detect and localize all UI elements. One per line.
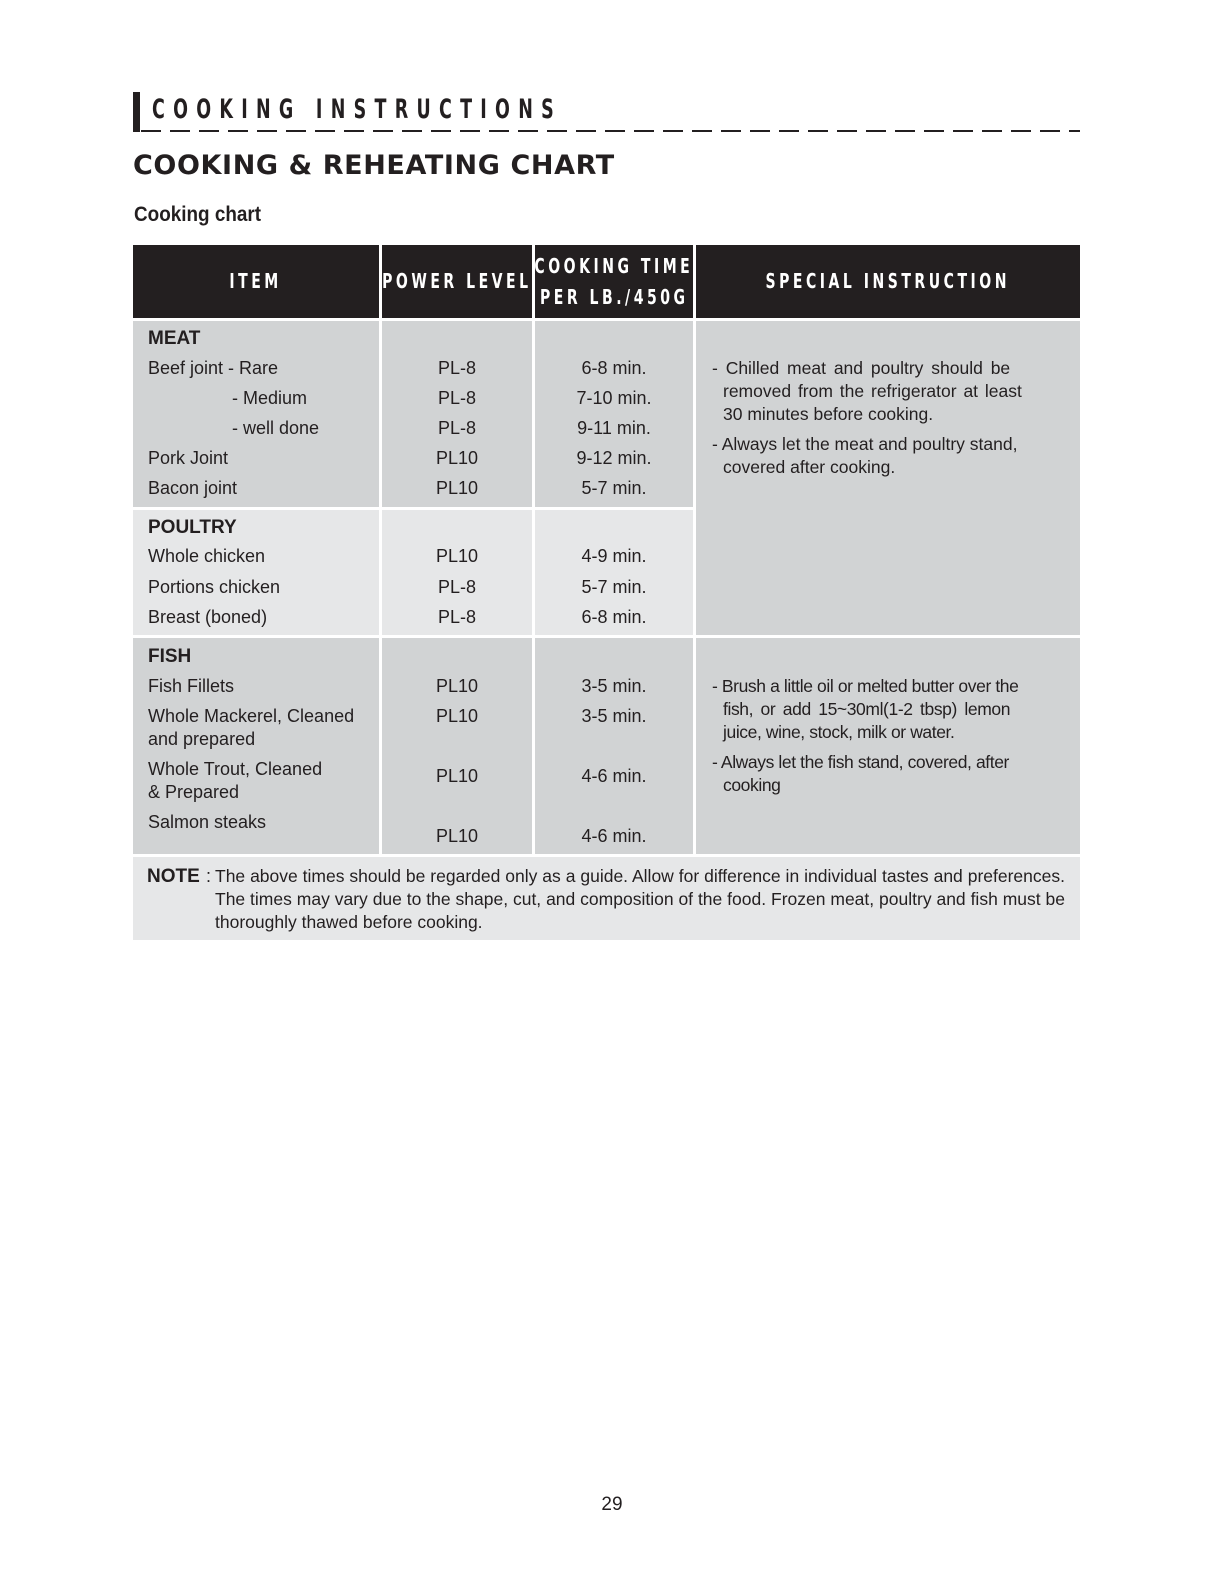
meat-power-beef-rare: PL-8 [437,358,477,378]
meat-time-beef-well-done: 9-11 min. [577,418,651,438]
meat-time-beef-medium: 7-10 min. [576,388,652,408]
meat-power-bacon-joint: PL10 [435,478,479,498]
note-box [133,857,1080,940]
section-label: COOKING INSTRUCTIONS [152,94,563,125]
poultry-power-breast: PL-8 [437,607,477,627]
instruction-line: removed from the refrigerator at least [723,381,1022,401]
fish-item-trout [148,758,322,804]
section-header [133,88,1080,134]
meat-time-beef-rare: 6-8 min. [581,358,647,378]
note-text: The above times should be regarded only as a guide. Allow for difference in individual tastes and preferences. The times may vary due to the shape, cut, and composition of the food. Frozen meat, poultry and fish must be thoroughly thawed before cooking. [215,866,1065,932]
fish-time-trout: 4-6 min. [581,766,647,786]
meat-poultry-instructions [712,357,1022,479]
column-header-cooking-time [535,245,693,318]
poultry-power-portions-chicken: PL-8 [437,577,477,597]
fish-time-salmon: 4-6 min. [581,826,647,846]
fish-power-cell [382,638,532,854]
fish-time-fillets: 3-5 min. [581,676,647,696]
meat-power-pork-joint: PL10 [435,448,479,468]
dashed-rule [141,130,1080,132]
fish-time-cell [535,638,693,854]
meat-power-beef-medium: PL-8 [437,388,477,408]
column-header-item [133,245,379,318]
note-label: NOTE [147,866,200,887]
section-marker [133,92,140,132]
meat-time-pork-joint: 9-12 min. [576,448,652,468]
meat-item-beef-medium: - Medium [232,388,308,408]
column-header-power-label: POWER LEVEL [382,269,532,293]
instruction-line: juice, wine, stock, milk or water. [723,722,955,742]
meat-item-beef-well-done: - well done [232,418,320,438]
instruction-line: - Brush a little oil or melted butter over the [712,676,1019,696]
group-label-poultry: POULTRY [148,517,237,538]
page-number: 29 [601,1494,623,1515]
instruction-line: 30 minutes before cooking. [723,404,934,424]
meat-power-beef-well-done: PL-8 [437,418,477,438]
instruction-line: - Always let the fish stand, covered, after [712,752,1009,772]
instruction-line: cooking [723,775,781,795]
group-label-fish: FISH [148,646,192,667]
fish-power-trout: PL10 [435,766,479,786]
fish-item-fillets: Fish Fillets [148,676,235,696]
fish-instructions [712,675,1018,797]
fish-item-mackerel [148,705,354,751]
meat-time-bacon-joint: 5-7 min. [581,478,647,498]
instruction-line: - Always let the meat and poultry stand, [712,434,1018,454]
instruction-line: fish, or add 15~30ml(1-2 tbsp) lemon [723,699,1011,719]
group-label-meat: MEAT [148,328,201,349]
chart-subtitle: Cooking chart [134,203,262,226]
column-header-power-level [382,245,532,318]
instruction-line: - Chilled meat and poultry should be [712,358,1011,378]
fish-item-trout-line1: Whole Trout, Cleaned [148,759,323,779]
column-header-instruction-label: SPECIAL INSTRUCTION [765,269,1011,293]
fish-item-mackerel-line2: and prepared [148,729,256,749]
poultry-time-portions-chicken: 5-7 min. [581,577,647,597]
column-header-time-line2: PER LB./450G [539,284,689,309]
column-header-time-line1: COOKING TIME [534,253,694,278]
fish-item-mackerel-line1: Whole Mackerel, Cleaned [148,706,355,726]
poultry-time-whole-chicken: 4-9 min. [581,546,647,566]
instruction-line: covered after cooking. [723,457,896,477]
poultry-item-breast: Breast (boned) [148,607,268,627]
fish-power-fillets: PL10 [435,676,479,696]
poultry-power-whole-chicken: PL10 [435,546,479,566]
cooking-chart-table [133,245,1080,940]
poultry-time-breast: 6-8 min. [581,607,647,627]
poultry-item-portions-chicken: Portions chicken [148,577,281,597]
fish-item-salmon: Salmon steaks [148,812,267,832]
column-header-item-label: ITEM [229,269,283,293]
note-colon: : [206,866,212,886]
column-header-special-instruction [696,245,1080,318]
fish-power-mackerel: PL10 [435,706,479,726]
poultry-item-whole-chicken: Whole chicken [148,546,266,566]
fish-power-salmon: PL10 [435,826,479,846]
meat-item-bacon-joint: Bacon joint [148,478,238,498]
meat-item-beef-rare: Beef joint - Rare [148,358,279,378]
meat-item-pork-joint: Pork Joint [148,448,229,468]
fish-item-trout-line2: & Prepared [148,782,240,802]
fish-time-mackerel: 3-5 min. [581,706,647,726]
page-title: COOKING & REHEATING CHART [133,150,615,181]
